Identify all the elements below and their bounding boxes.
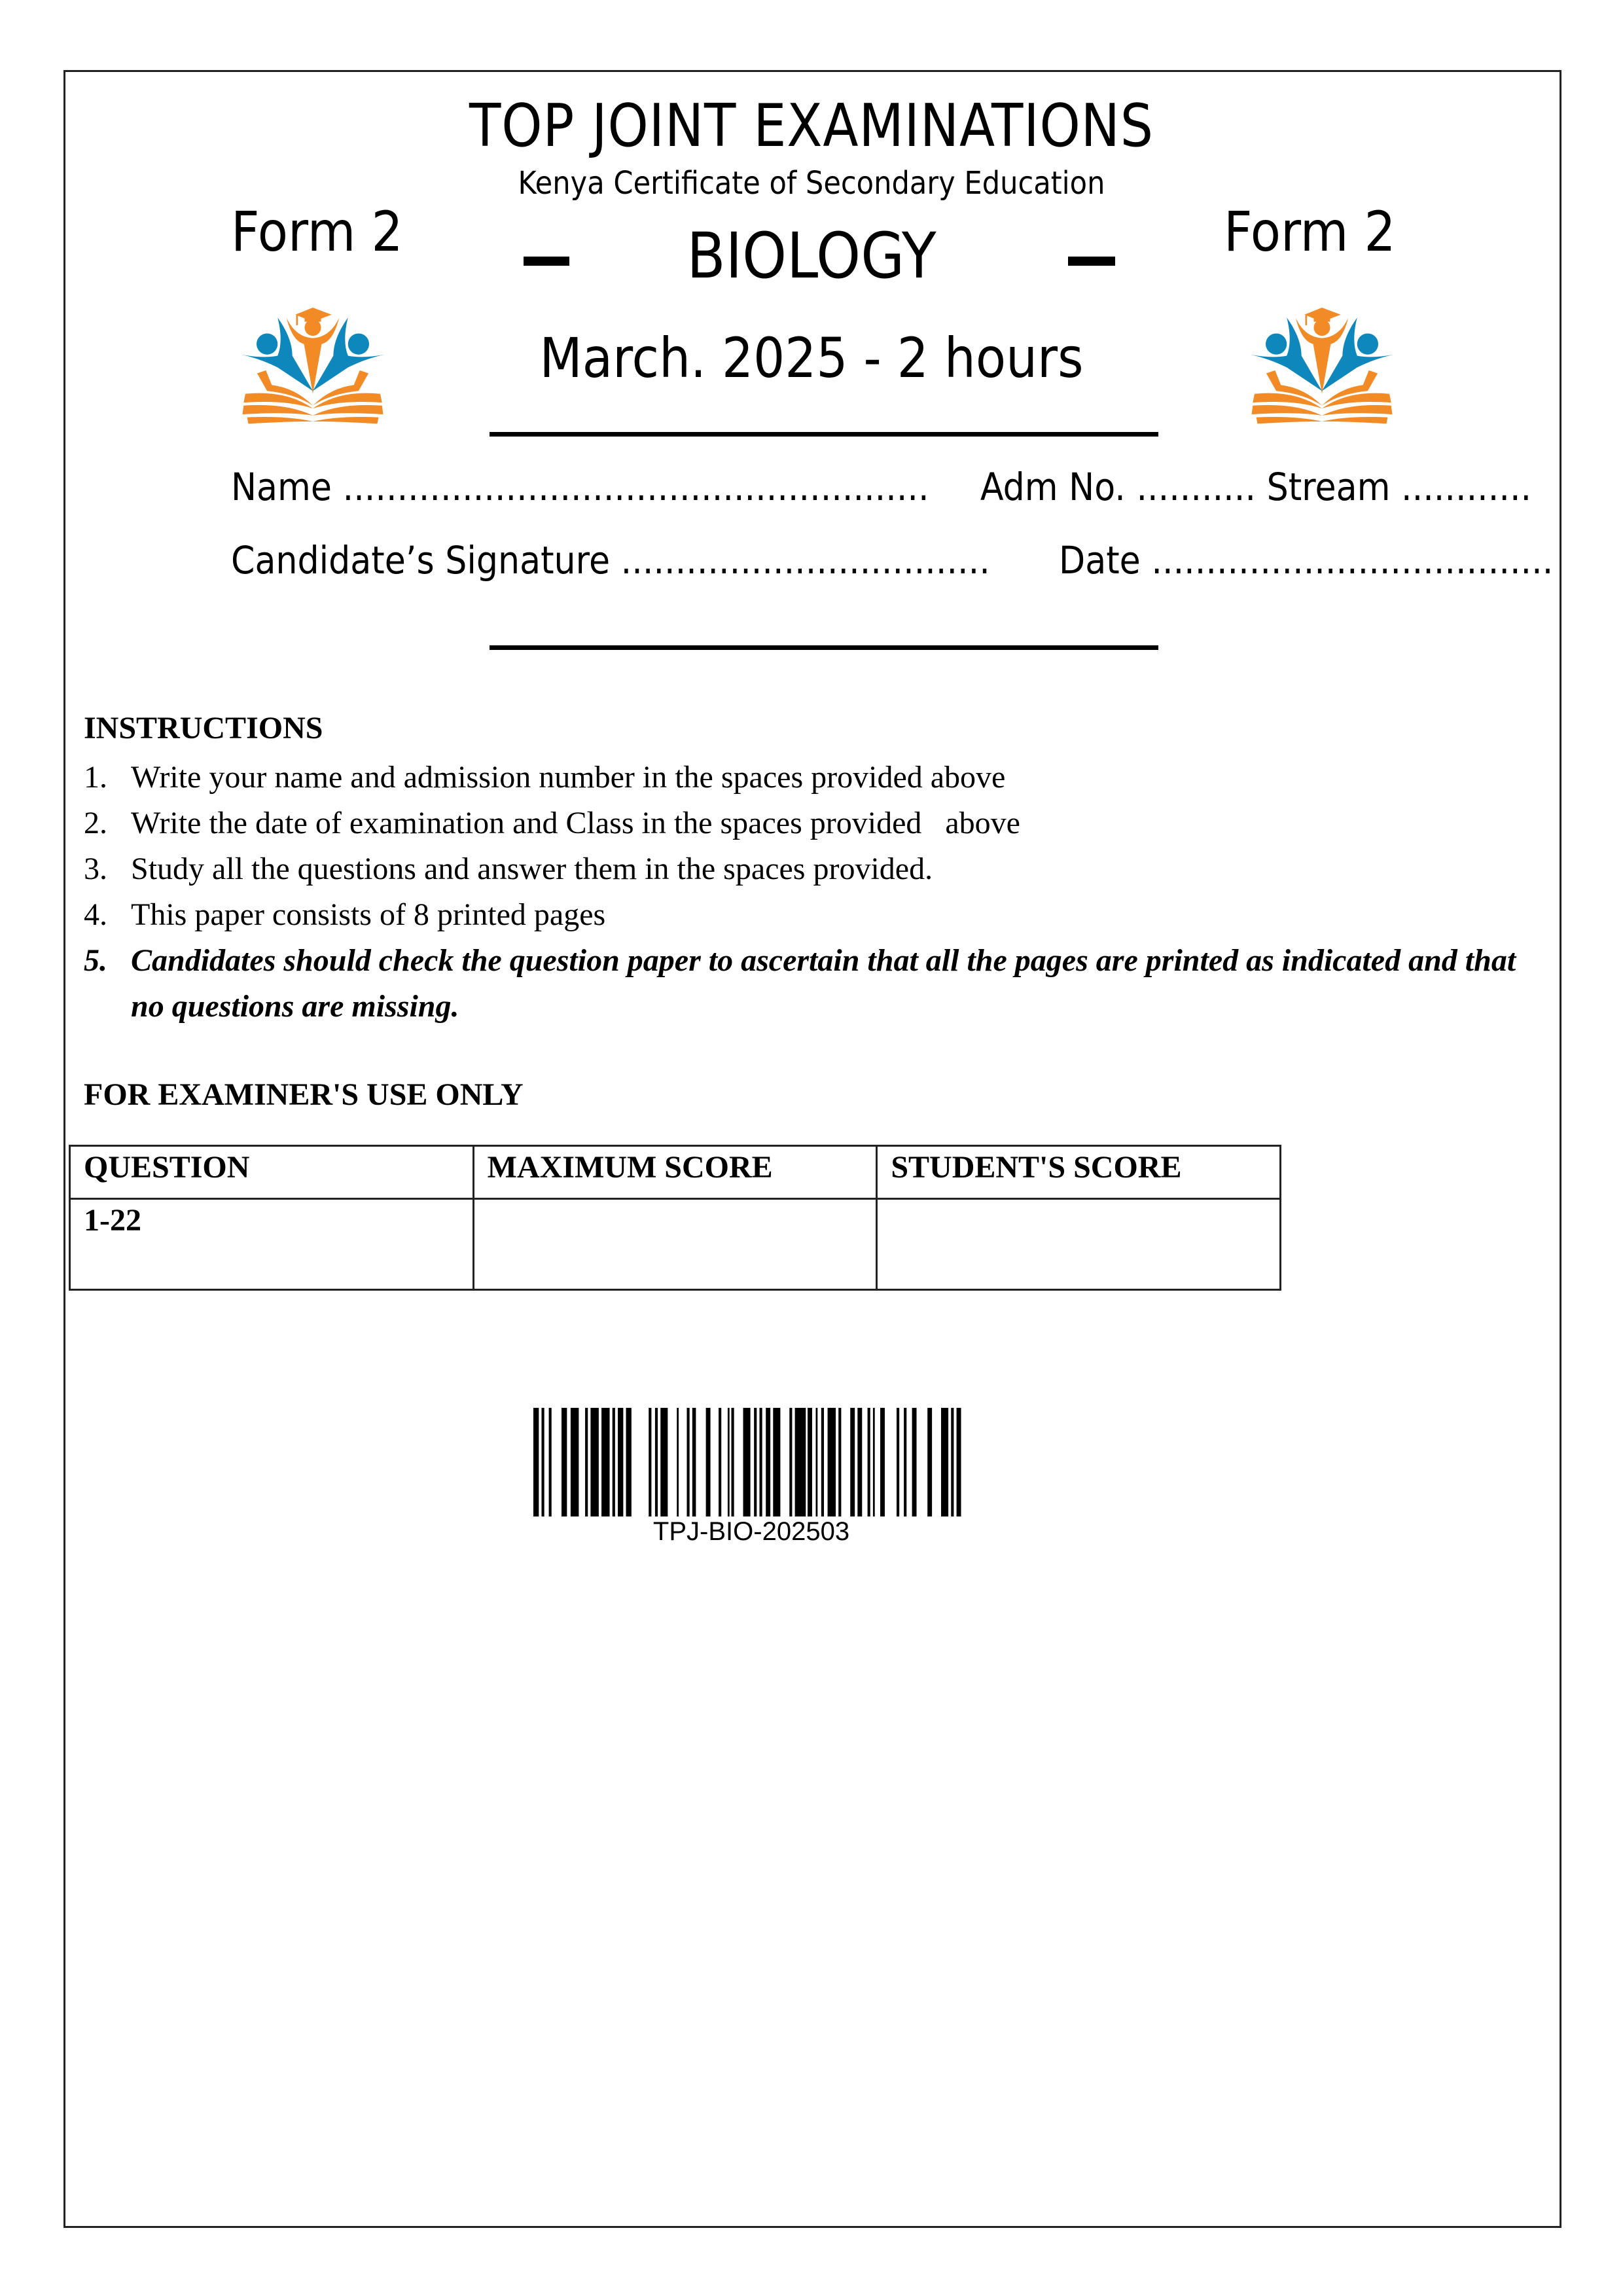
score-table	[69, 1145, 1281, 1291]
cell-student-score[interactable]	[877, 1199, 1281, 1290]
subject-title: BIOLOGY	[687, 219, 936, 293]
barcode-icon	[533, 1408, 969, 1516]
candidate-fields-row-2	[231, 538, 1553, 583]
form-label-right: Form 2	[1224, 200, 1396, 264]
instruction-text: Candidates should check the question paper to ascertain that all the pages are printed as indicated and that no questions are missing.	[131, 943, 1516, 1024]
cell-max-score[interactable]	[473, 1199, 877, 1290]
column-header-student-score: STUDENT'S SCORE	[877, 1146, 1281, 1199]
table-row	[70, 1199, 1281, 1290]
instruction-item	[84, 846, 1550, 892]
instruction-number: 2.	[84, 806, 107, 840]
stream-field[interactable]: ............	[1401, 465, 1532, 509]
date-field[interactable]: .....................................	[1151, 538, 1554, 583]
form-label-left: Form 2	[231, 200, 403, 264]
cell-question: 1-22	[70, 1199, 474, 1290]
signature-label: Candidate’s Signature	[231, 538, 611, 583]
date-label: Date	[1059, 538, 1141, 583]
adm-no-field[interactable]: ...........	[1136, 465, 1256, 509]
name-field[interactable]: ......................................................	[342, 465, 929, 509]
barcode-label: TPJ-BIO-202503	[652, 1517, 850, 1546]
instruction-number: 3.	[84, 852, 107, 886]
adm-no-label: Adm No.	[980, 465, 1126, 509]
instruction-text: Study all the questions and answer them in the spaces provided.	[131, 852, 933, 886]
score-table-header	[70, 1146, 1281, 1199]
exam-date-duration: March. 2025 - 2 hours	[539, 326, 1084, 390]
instruction-item	[84, 755, 1550, 800]
header-divider-top	[490, 432, 1158, 437]
column-header-max-score: MAXIMUM SCORE	[473, 1146, 877, 1199]
column-header-question: QUESTION	[70, 1146, 474, 1199]
instruction-number: 1.	[84, 760, 107, 795]
instruction-item	[84, 800, 1550, 846]
dash-right	[1068, 257, 1115, 266]
instruction-item	[84, 892, 1550, 938]
instructions-heading: INSTRUCTIONS	[84, 711, 323, 745]
signature-field[interactable]: ..................................	[620, 538, 990, 583]
instructions-list	[84, 755, 1550, 1030]
exam-title: TOP JOINT EXAMINATIONS	[469, 92, 1154, 160]
instruction-text: This paper consists of 8 printed pages	[131, 897, 606, 932]
instruction-text: Write the date of examination and Class in the spaces provided above	[131, 806, 1020, 840]
name-label: Name	[231, 465, 332, 509]
candidate-fields-row-1	[231, 465, 1531, 509]
exam-subtitle: Kenya Certificate of Secondary Education	[518, 165, 1105, 202]
header-divider-bottom	[490, 645, 1158, 650]
instruction-text: Write your name and admission number in the spaces provided above	[131, 760, 1006, 795]
instruction-number: 4.	[84, 897, 107, 932]
instruction-item-emphasis	[84, 938, 1550, 1030]
examiner-heading: FOR EXAMINER'S USE ONLY	[84, 1077, 524, 1112]
instruction-number: 5.	[84, 943, 107, 978]
stream-label: Stream	[1266, 465, 1391, 509]
